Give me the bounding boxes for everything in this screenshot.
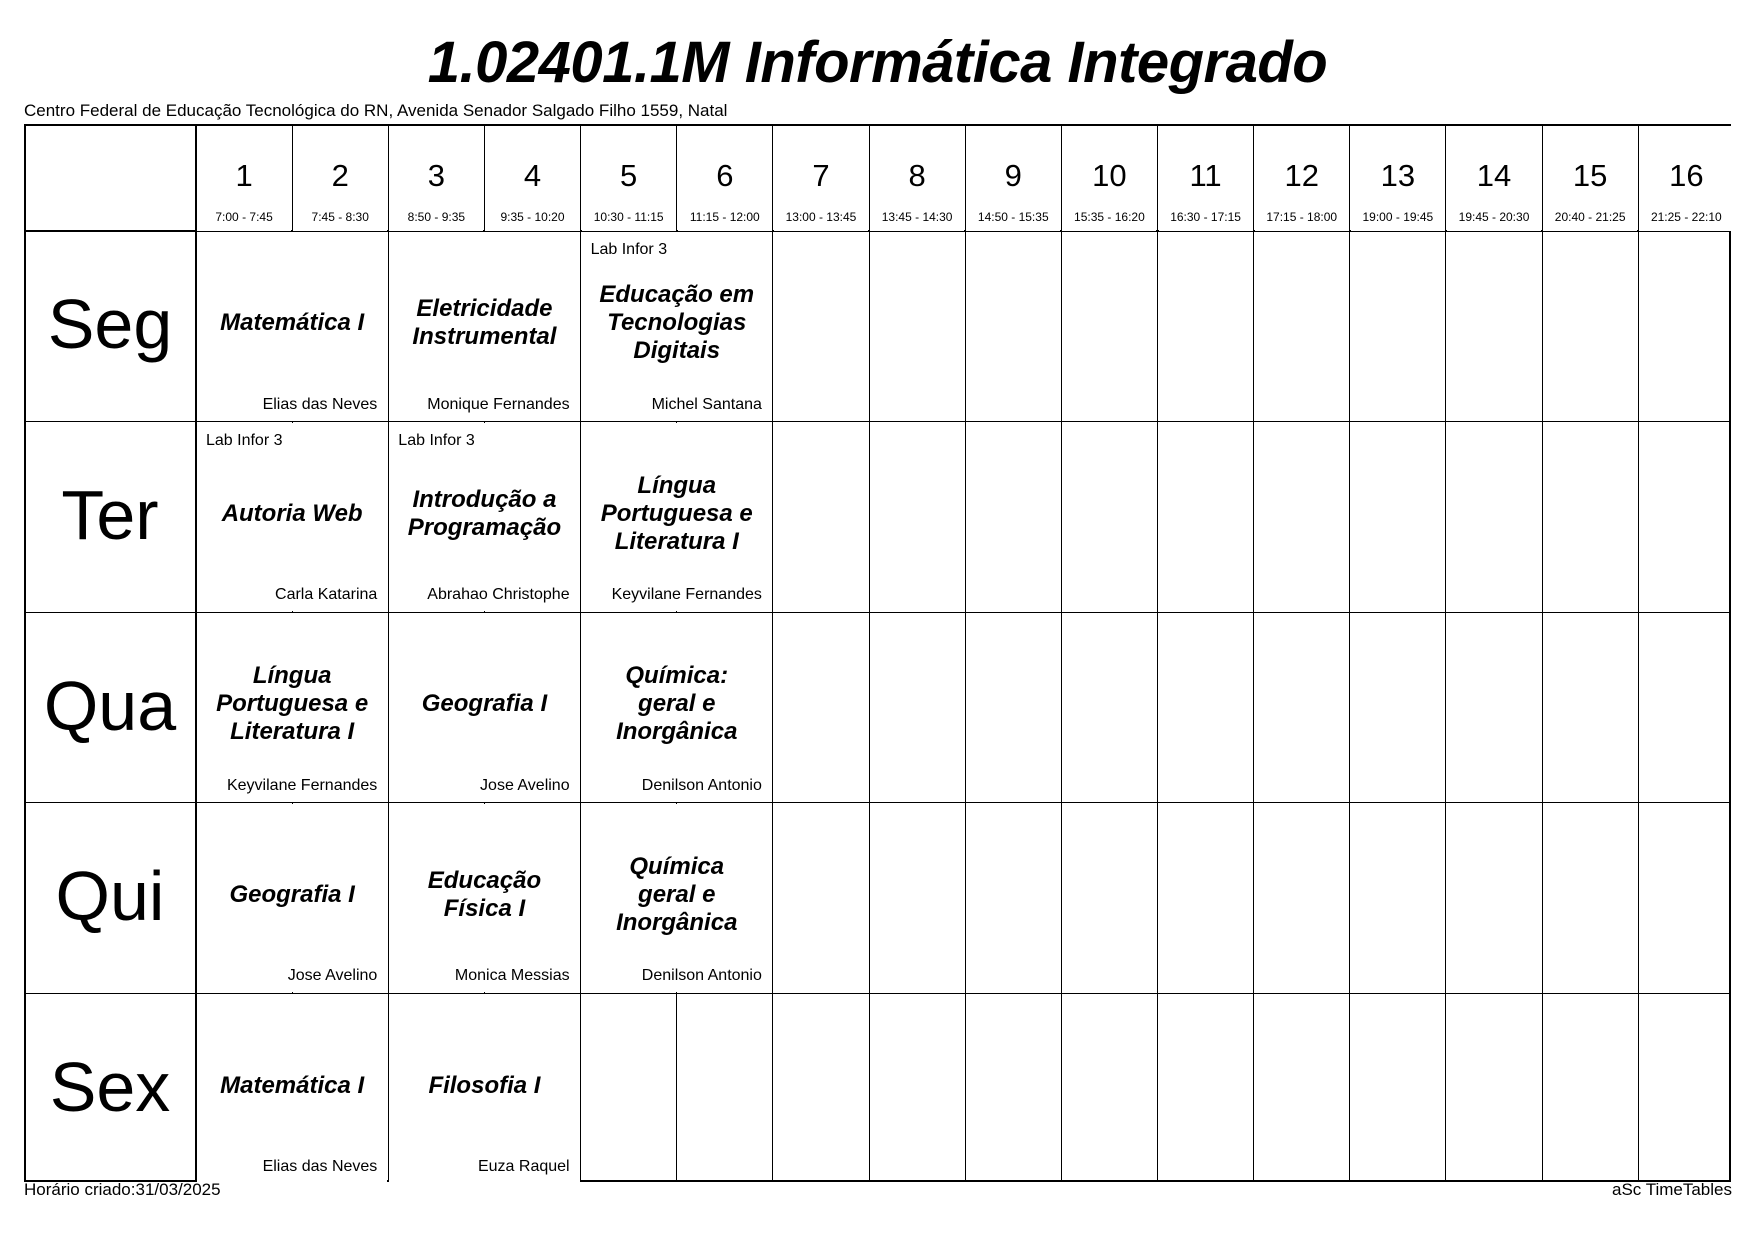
period-header-15 bbox=[1543, 126, 1637, 231]
grid-column-line bbox=[1157, 126, 1158, 1180]
day-label-qui: Qui bbox=[55, 857, 165, 936]
lesson-card[interactable] bbox=[389, 804, 579, 993]
lesson-teacher: Euza Raquel bbox=[477, 1157, 570, 1175]
lesson-subject: Portuguesa e bbox=[216, 690, 369, 718]
lesson-subject: Educação em bbox=[599, 281, 755, 309]
lesson-teacher: Monique Fernandes bbox=[427, 395, 570, 413]
lesson-subject: Literatura I bbox=[230, 718, 355, 746]
lesson-subject: Tecnologias bbox=[607, 309, 747, 337]
grid-column-line bbox=[1253, 126, 1254, 1180]
day-label-seg: Seg bbox=[47, 285, 173, 364]
lesson-teacher: Jose Avelino bbox=[480, 776, 570, 794]
lesson-subject: Química bbox=[629, 853, 725, 881]
lesson-subject: geral e bbox=[638, 881, 716, 909]
lesson-card[interactable] bbox=[197, 613, 387, 802]
lesson-card[interactable] bbox=[197, 804, 387, 993]
period-time: 14:50 - 15:35 bbox=[977, 210, 1049, 224]
period-time: 16:30 - 17:15 bbox=[1170, 210, 1241, 224]
lesson-subject: Língua bbox=[252, 662, 332, 690]
lesson-teacher: Monica Messias bbox=[454, 967, 570, 985]
lesson-room: Lab Infor 3 bbox=[590, 241, 668, 258]
created-date: Horário criado:31/03/2025 bbox=[24, 1180, 221, 1199]
period-header-9 bbox=[966, 126, 1060, 231]
lesson-subject: Inorgânica bbox=[616, 909, 738, 937]
period-header-5 bbox=[582, 126, 676, 231]
lesson-teacher: Abrahao Christophe bbox=[427, 586, 570, 604]
period-header-4 bbox=[485, 126, 579, 231]
lesson-subject: Educação bbox=[427, 867, 542, 895]
period-number: 9 bbox=[1004, 158, 1022, 193]
period-number: 14 bbox=[1476, 158, 1512, 193]
period-number: 15 bbox=[1572, 158, 1608, 193]
lesson-subject: Instrumental bbox=[412, 323, 557, 351]
period-header-3 bbox=[389, 126, 483, 231]
grid-column-line bbox=[1638, 126, 1639, 1180]
period-header-6 bbox=[678, 126, 772, 231]
period-time: 20:40 - 21:25 bbox=[1554, 210, 1626, 224]
grid-column-line bbox=[869, 126, 870, 1180]
grid-column-line bbox=[1349, 126, 1350, 1180]
day-label-ter: Ter bbox=[61, 475, 159, 554]
period-number: 5 bbox=[620, 158, 638, 193]
lesson-card[interactable] bbox=[389, 232, 579, 421]
lesson-card[interactable] bbox=[582, 613, 772, 802]
timetable-grid bbox=[24, 124, 1731, 1182]
lesson-subject: Geografia I bbox=[229, 881, 355, 909]
period-header-16 bbox=[1639, 126, 1733, 231]
lesson-subject: Digitais bbox=[633, 337, 721, 365]
period-time: 15:35 - 16:20 bbox=[1074, 210, 1145, 224]
lesson-card[interactable] bbox=[582, 804, 772, 993]
lesson-card[interactable] bbox=[582, 423, 772, 612]
period-number: 3 bbox=[427, 158, 445, 193]
lesson-subject: Matemática I bbox=[220, 1071, 365, 1099]
period-time: 10:30 - 11:15 bbox=[593, 210, 664, 224]
lesson-teacher: Denilson Antonio bbox=[641, 776, 762, 794]
lesson-subject: Geografia I bbox=[421, 690, 548, 718]
grid-column-line bbox=[1445, 126, 1446, 1180]
period-time: 8:50 - 9:35 bbox=[407, 210, 466, 224]
school-address: Centro Federal de Educação Tecnológica do RN, Avenida Senador Salgado Filho 1559, Natal bbox=[24, 101, 728, 120]
period-number: 13 bbox=[1380, 158, 1416, 193]
software-credit: aSc TimeTables bbox=[1612, 1180, 1732, 1199]
lesson-subject: Eletricidade bbox=[416, 295, 553, 323]
period-number: 7 bbox=[812, 158, 830, 193]
lesson-room: Lab Infor 3 bbox=[206, 431, 283, 449]
period-time: 19:45 - 20:30 bbox=[1458, 210, 1530, 224]
period-header-14 bbox=[1447, 126, 1541, 231]
period-number: 4 bbox=[523, 158, 542, 193]
period-number: 6 bbox=[716, 158, 734, 193]
period-number: 2 bbox=[331, 158, 349, 193]
grid-column-line bbox=[1542, 126, 1543, 1180]
period-number: 1 bbox=[235, 158, 253, 193]
lesson-teacher: Denilson Antonio bbox=[641, 967, 762, 985]
lesson-teacher: Carla Katarina bbox=[275, 586, 378, 604]
lesson-subject: Língua bbox=[637, 471, 717, 499]
period-number: 11 bbox=[1189, 158, 1222, 193]
lesson-card[interactable] bbox=[389, 423, 579, 612]
period-time: 13:45 - 14:30 bbox=[881, 210, 953, 224]
period-header-10 bbox=[1062, 126, 1156, 231]
lesson-subject: Literatura I bbox=[614, 527, 739, 555]
period-time: 7:00 - 7:45 bbox=[215, 210, 273, 224]
lesson-subject: geral e bbox=[638, 690, 716, 718]
lesson-teacher: Elias das Neves bbox=[262, 395, 378, 413]
period-header-1 bbox=[197, 126, 291, 231]
lesson-card[interactable] bbox=[389, 994, 579, 1183]
period-time: 11:15 - 12:00 bbox=[689, 210, 760, 224]
period-number: 16 bbox=[1669, 158, 1704, 193]
lesson-teacher: Elias das Neves bbox=[262, 1157, 378, 1175]
lesson-teacher: Keyvilane Fernandes bbox=[226, 776, 378, 794]
period-time: 13:00 - 13:45 bbox=[785, 210, 857, 224]
lesson-card[interactable] bbox=[197, 994, 387, 1183]
day-label-sex: Sex bbox=[49, 1047, 171, 1126]
period-time: 19:00 - 19:45 bbox=[1362, 210, 1434, 224]
period-number: 8 bbox=[908, 158, 926, 193]
lesson-subject: Filosofia I bbox=[428, 1071, 541, 1099]
period-time: 9:35 - 10:20 bbox=[500, 210, 565, 224]
period-number: 10 bbox=[1092, 158, 1127, 193]
lesson-teacher: Jose Avelino bbox=[287, 967, 378, 985]
period-number: 12 bbox=[1284, 158, 1319, 193]
period-header-2 bbox=[293, 126, 387, 231]
period-time: 21:25 - 22:10 bbox=[1650, 210, 1722, 224]
lesson-subject: Portuguesa e bbox=[600, 499, 753, 527]
lesson-subject: Introdução a bbox=[412, 485, 557, 513]
period-header-8 bbox=[870, 126, 964, 231]
lesson-room: Lab Infor 3 bbox=[398, 431, 475, 449]
period-time: 17:15 - 18:00 bbox=[1266, 210, 1338, 224]
period-header-12 bbox=[1255, 126, 1349, 231]
lesson-card[interactable] bbox=[197, 423, 387, 612]
period-header-7 bbox=[774, 126, 868, 231]
page-title: 1.02401.1M Informática Integrado bbox=[427, 30, 1328, 95]
day-label-qua: Qua bbox=[43, 666, 177, 745]
lesson-teacher: Michel Santana bbox=[651, 395, 762, 413]
grid-column-line bbox=[1061, 126, 1062, 1180]
lesson-subject: Física I bbox=[443, 895, 526, 923]
lesson-subject: Inorgânica bbox=[616, 718, 738, 746]
lesson-card[interactable] bbox=[389, 613, 579, 802]
grid-column-line bbox=[965, 126, 966, 1180]
lesson-subject: Autoria Web bbox=[221, 499, 363, 527]
period-header-13 bbox=[1351, 126, 1445, 231]
grid-column-line bbox=[772, 126, 773, 1180]
period-header-11 bbox=[1159, 126, 1253, 231]
lesson-subject: Química: bbox=[625, 662, 729, 690]
lesson-teacher: Keyvilane Fernandes bbox=[611, 586, 762, 604]
lesson-subject: Programação bbox=[407, 513, 562, 541]
lesson-subject: Matemática I bbox=[220, 309, 365, 337]
lesson-card[interactable] bbox=[197, 232, 387, 421]
period-time: 7:45 - 8:30 bbox=[311, 210, 369, 224]
lesson-card[interactable] bbox=[582, 232, 772, 421]
